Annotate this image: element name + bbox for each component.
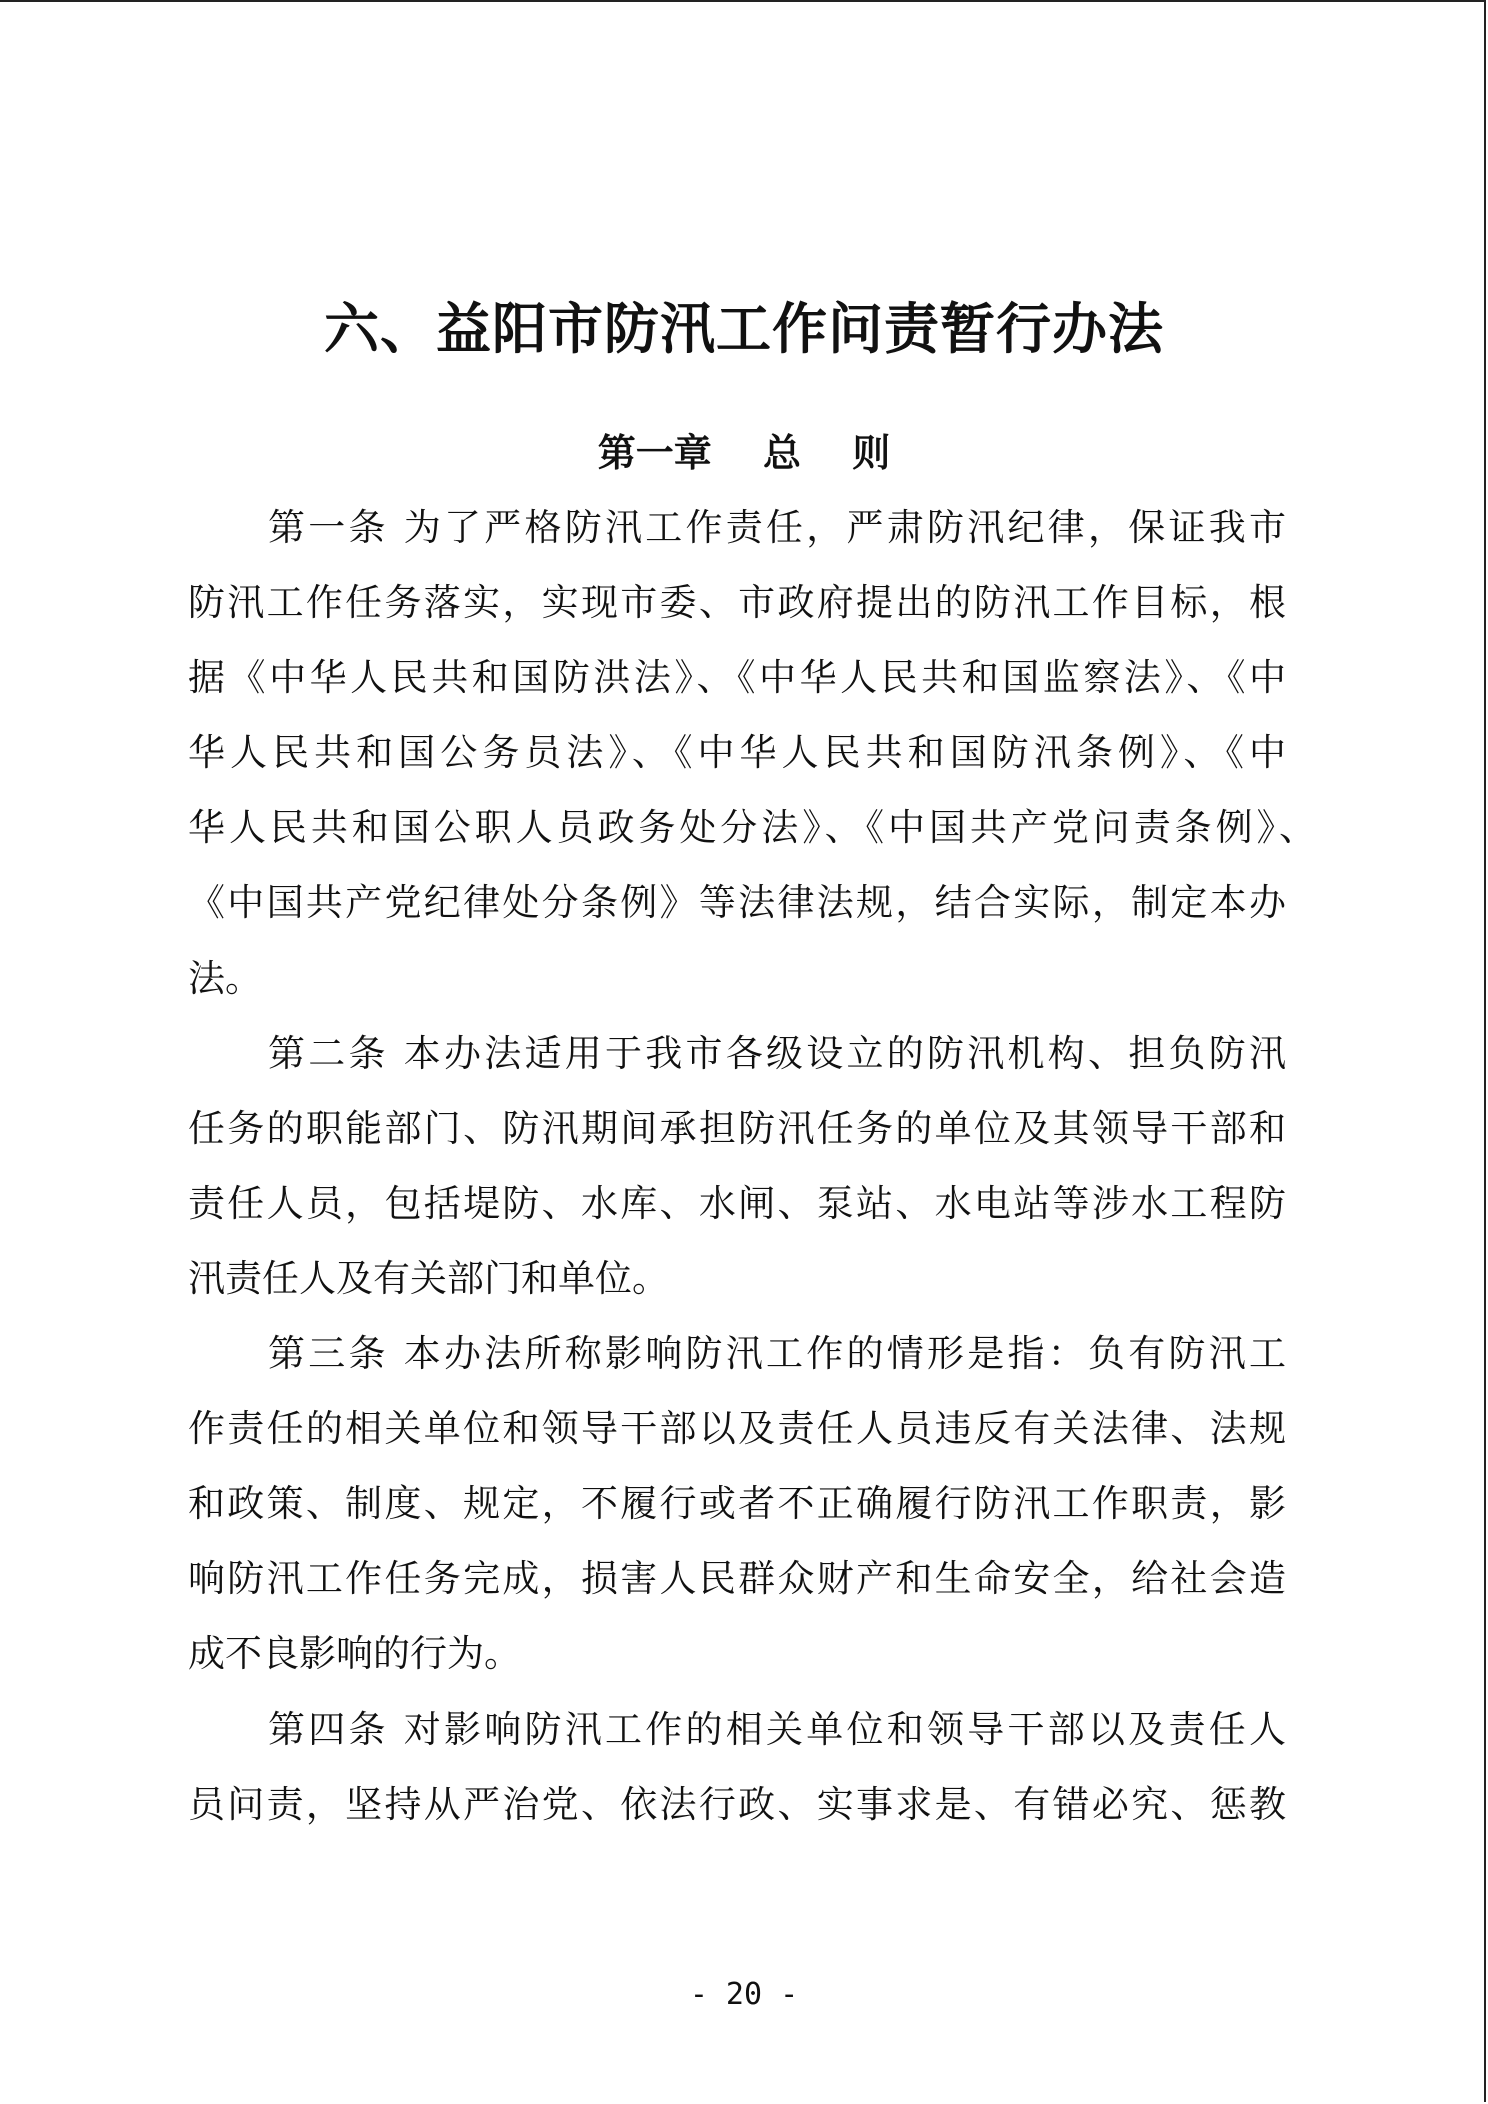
paragraph-line: 作责任的相关单位和领导干部以及责任人员违反有关法律、法规	[188, 1407, 1286, 1451]
document-title: 六、益阳市防汛工作问责暂行办法	[323, 296, 1164, 361]
paragraph-line: 华人民共和国公职人员政务处分法》、《中国共产党问责条例》、	[188, 806, 1316, 850]
paragraph-line: 防汛工作任务落实，实现市委、市政府提出的防汛工作目标，根	[188, 581, 1286, 625]
document-body	[188, 490, 1316, 1842]
paragraph-line: 员问责，坚持从严治党、依法行政、实事求是、有错必究、惩教	[188, 1782, 1286, 1826]
paragraph-line: 成不良影响的行为。	[188, 1632, 521, 1676]
paragraph-line: 华人民共和国公务员法》、《中华人民共和国防汛条例》、《中	[188, 731, 1286, 775]
paragraph-line: 法。	[188, 956, 262, 1000]
paragraph-line: 响防汛工作任务完成，损害人民群众财产和生命安全，给社会造	[188, 1557, 1286, 1601]
paragraph-line: 第三条 本办法所称影响防汛工作的情形是指：负有防汛工	[268, 1332, 1286, 1376]
page-number: - 20 -	[689, 1977, 799, 2012]
paragraph-line: 第一条 为了严格防汛工作责任，严肃防汛纪律，保证我市	[268, 506, 1286, 549]
paragraph-line: 据《中华人民共和国防洪法》、《中华人民共和国监察法》、《中	[188, 656, 1286, 700]
paragraph-line: 汛责任人及有关部门和单位。	[188, 1256, 669, 1300]
paragraph-line: 和政策、制度、规定，不履行或者不正确履行防汛工作职责，影	[188, 1482, 1286, 1526]
paragraph-line: 第二条 本办法适用于我市各级设立的防汛机构、担负防汛	[268, 1031, 1286, 1075]
paragraph-line: 责任人员，包括堤防、水库、水闸、泵站、水电站等涉水工程防	[188, 1181, 1286, 1225]
paragraph-line: 《中国共产党纪律处分条例》等法律法规，结合实际，制定本办	[188, 881, 1286, 925]
chapter-heading: 第一章 总 则	[597, 430, 891, 475]
paragraph-line: 第四条 对影响防汛工作的相关单位和领导干部以及责任人	[268, 1707, 1286, 1751]
paragraph-line: 任务的职能部门、防汛期间承担防汛任务的单位及其领导干部和	[188, 1106, 1286, 1150]
